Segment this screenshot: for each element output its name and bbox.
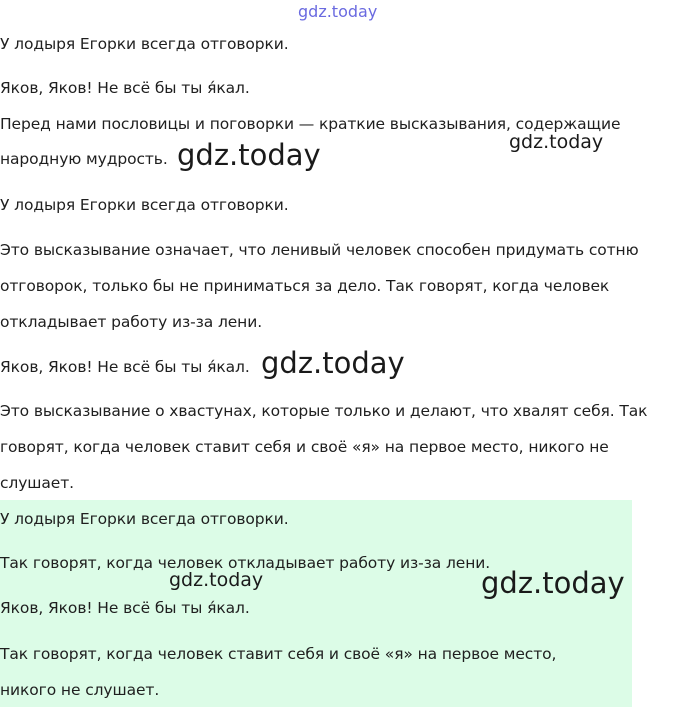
intro-line-2: народную мудрость. <box>0 150 168 168</box>
watermark-top: gdz.today <box>298 2 378 21</box>
explanation-2-line-2: говорят, когда человек ставит себя и своё «я» на первое место, никого не <box>0 438 609 456</box>
watermark: gdz.today <box>177 138 321 172</box>
watermark: gdz.today <box>509 131 604 153</box>
explanation-1-line-3: откладывает работу из-за лени. <box>0 313 263 331</box>
explanation-1-line-1: Это высказывание означает, что ленивый человек способен придумать сотню <box>0 241 639 259</box>
answer-line-2a: Так говорят, когда человек ставит себя и своё «я» на первое место, <box>0 645 557 663</box>
answer-line-2b: никого не слушает. <box>0 681 160 699</box>
proverb-2-heading: Яков, Яков! Не всё бы ты я́кал. <box>0 79 250 97</box>
answer-line-1: Так говорят, когда человек откладывает работу из-за лени. <box>0 554 491 572</box>
proverb-1-heading: У лодыря Егорки всегда отговорки. <box>0 35 289 53</box>
intro-line-1: Перед нами пословицы и поговорки — краткие высказывания, содержащие <box>0 115 621 133</box>
explanation-2-line-3: слушает. <box>0 474 74 492</box>
explanation-1-line-2: отговорок, только бы не приниматься за дело. Так говорят, когда человек <box>0 277 610 295</box>
proverb-2-repeat: Яков, Яков! Не всё бы ты я́кал. <box>0 358 250 376</box>
answer-proverb-1: У лодыря Егорки всегда отговорки. <box>0 510 289 528</box>
proverb-1-repeat: У лодыря Егорки всегда отговорки. <box>0 196 289 214</box>
watermark: gdz.today <box>261 346 405 380</box>
watermark: gdz.today <box>169 569 264 591</box>
watermark: gdz.today <box>481 566 625 600</box>
answer-proverb-2: Яков, Яков! Не всё бы ты я́кал. <box>0 599 250 617</box>
explanation-2-line-1: Это высказывание о хвастунах, которые только и делают, что хвалят себя. Так <box>0 402 648 420</box>
